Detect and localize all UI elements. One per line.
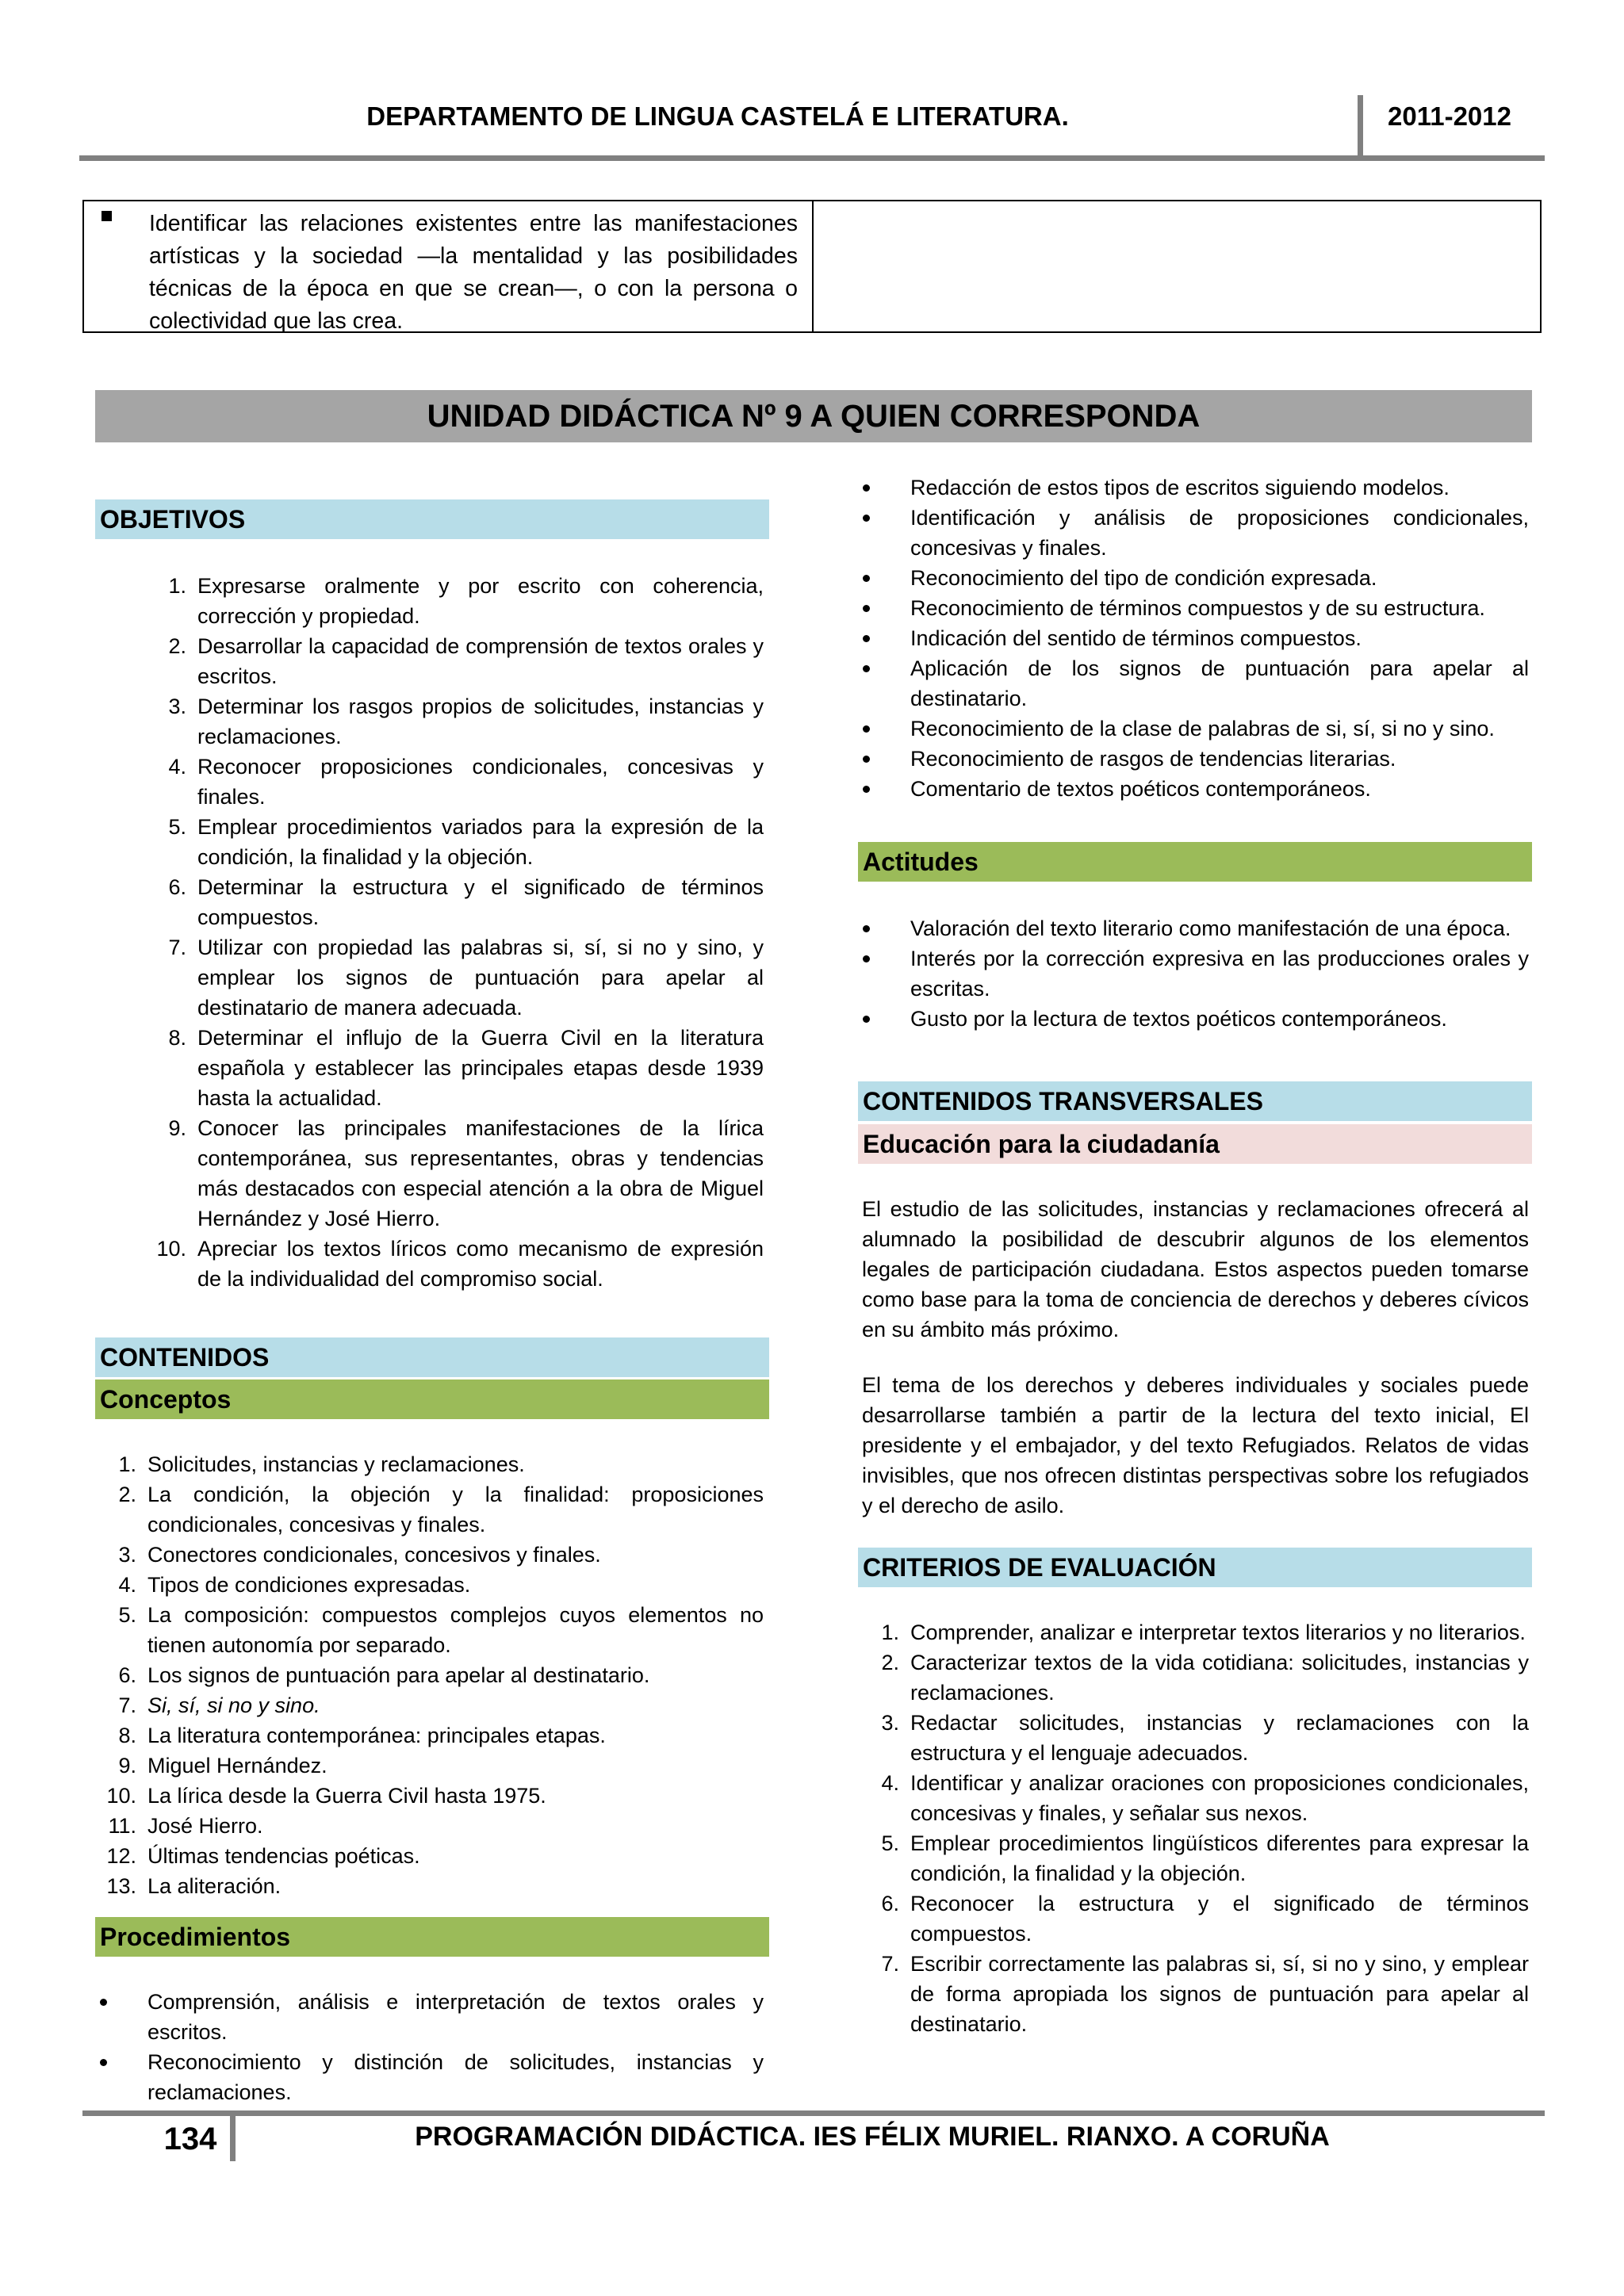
concepto-item: 1. Solicitudes, instancias y reclamaciones.	[118, 1452, 525, 1476]
actitud-item: Interés por la corrección expresiva en las producciones orales y escritas.	[910, 943, 1529, 1004]
bullet-icon	[863, 756, 870, 763]
procedimiento-item: Identificación y análisis de proposiciones condicionales, concesivas y finales.	[910, 503, 1529, 563]
procedimiento-item: Reconocimiento y distinción de solicitudes, instancias y reclamaciones.	[147, 2047, 764, 2107]
criterio-item: 5. Emplear procedimientos lingüísticos diferentes para expresar la condición, la finalidad y la objeción.	[881, 1831, 1529, 1885]
procedimientos-heading: Procedimientos	[95, 1917, 769, 1957]
bullet-icon	[863, 665, 870, 672]
objetivo-item: 3. Determinar los rasgos propios de solicitudes, instancias y reclamaciones.	[168, 695, 764, 748]
procedimiento-item: Comprensión, análisis e interpretación de textos orales y escritos.	[147, 1987, 764, 2047]
footer-text: PROGRAMACIÓN DIDÁCTICA. IES FÉLIX MURIEL. RIANXO. A CORUÑA	[415, 2122, 1330, 2152]
procedimientos-left-container	[147, 1987, 764, 2107]
conceptos-heading: Conceptos	[95, 1380, 769, 1419]
actitudes-heading: Actitudes	[858, 842, 1532, 882]
bullet-icon	[863, 925, 870, 932]
objetivos-heading: OBJETIVOS	[95, 499, 769, 539]
concepto-item: 5. La composición: compuestos complejos cuyos elementos no tienen autonomía por separado.	[118, 1603, 764, 1657]
procedimiento-item: Redacción de estos tipos de escritos siguiendo modelos.	[910, 473, 1529, 503]
footer-divider-vertical	[230, 2115, 236, 2161]
page-number: 134	[163, 2122, 217, 2156]
concepto-item: 8. La literatura contemporánea: principales etapas.	[118, 1724, 606, 1747]
square-bullet-icon	[102, 211, 112, 221]
bullet-icon	[863, 786, 870, 793]
procedimientos-right-container	[910, 473, 1529, 804]
procedimientos-list-right	[910, 473, 1529, 804]
concepto-item: 3. Conectores condicionales, concesivos y finales.	[118, 1543, 601, 1567]
continuation-table	[82, 200, 1542, 333]
bullet-icon	[863, 725, 870, 733]
procedimiento-item: Reconocimiento de rasgos de tendencias literarias.	[910, 744, 1529, 774]
concepto-item: 12. Últimas tendencias poéticas.	[106, 1844, 420, 1868]
bullet-icon	[863, 605, 870, 612]
concepto-item: 6. Los signos de puntuación para apelar al destinatario.	[118, 1663, 650, 1687]
bullet-icon	[863, 575, 870, 582]
ciudadania-paragraph-2: El tema de los derechos y deberes individuales y sociales puede desarrollarse también a partir de la lectura del texto inicial, El presidente y el embajador, y del texto Refugiados. Relatos de vidas invisibles, que nos ofrecen distintas perspectivas sobre los refugiados y el derecho de asilo.	[862, 1373, 1529, 1517]
footer-rule	[82, 2110, 1545, 2116]
objetivo-item: 7. Utilizar con propiedad las palabras si, sí, si no y sino, y emplear los signos de puntuación para apelar al destinatario de manera adecuada.	[168, 936, 764, 1020]
header-divider-vertical	[1358, 95, 1363, 159]
bullet-icon	[863, 1016, 870, 1023]
bullet-icon	[863, 484, 870, 492]
procedimiento-item: Indicación del sentido de términos compuestos.	[910, 623, 1529, 653]
objetivos-list-container	[156, 571, 764, 1294]
criterio-item: 2. Caracterizar textos de la vida cotidiana: solicitudes, instancias y reclamaciones.	[881, 1651, 1529, 1705]
actitudes-list	[910, 913, 1529, 1034]
ciudadania-heading: Educación para la ciudadanía	[858, 1124, 1532, 1164]
objetivo-item: 4. Reconocer proposiciones condicionales, concesivas y finales.	[168, 755, 764, 809]
concepto-item: 10. La lírica desde la Guerra Civil hasta 1975.	[106, 1784, 546, 1808]
concepto-item: 4. Tipos de condiciones expresadas.	[118, 1573, 471, 1597]
transversales-heading: CONTENIDOS TRANSVERSALES	[858, 1081, 1532, 1121]
bullet-icon	[863, 635, 870, 642]
procedimiento-item: Comentario de textos poéticos contemporáneos.	[910, 774, 1529, 804]
objetivo-item: 6. Determinar la estructura y el significado de términos compuestos.	[168, 875, 764, 929]
procedimiento-item: Aplicación de los signos de puntuación para apelar al destinatario.	[910, 653, 1529, 714]
actitudes-list-container	[910, 913, 1529, 1034]
actitud-item: Gusto por la lectura de textos poéticos contemporáneos.	[910, 1004, 1529, 1034]
criterios-list	[881, 1617, 1529, 2039]
concepto-item: 13. La aliteración.	[106, 1874, 282, 1898]
table-cell-right	[814, 201, 1540, 331]
conceptos-list-container	[106, 1449, 764, 1901]
procedimiento-item: Reconocimiento del tipo de condición expresada.	[910, 563, 1529, 593]
bullet-icon	[863, 955, 870, 962]
concepto-item: 2. La condición, la objeción y la finalidad: proposiciones condicionales, concesivas y finales.	[118, 1483, 764, 1536]
concepto-item: 9. Miguel Hernández.	[118, 1754, 327, 1777]
bullet-icon	[863, 515, 870, 522]
objetivo-item: 1. Expresarse oralmente y por escrito con coherencia, corrección y propiedad.	[168, 574, 764, 628]
header-rule	[79, 155, 1545, 161]
table-item-text: Identificar las relaciones existentes entre las manifestaciones artísticas y la sociedad —la mentalidad y las posibilidades técnicas de la época en que se crean—, o con la persona o colectividad que las crea.	[149, 211, 798, 334]
conceptos-list	[106, 1449, 764, 1901]
unit-title: UNIDAD DIDÁCTICA Nº 9 A QUIEN CORRESPONDA	[95, 390, 1532, 442]
concepto-item: 11. José Hierro.	[108, 1814, 263, 1838]
concepto-item: 7. Si, sí, si no y sino.	[118, 1693, 320, 1717]
actitud-item: Valoración del texto literario como manifestación de una época.	[910, 913, 1529, 943]
header-title: DEPARTAMENTO DE LINGUA CASTELÁ E LITERATURA.	[366, 101, 1069, 131]
criterio-item: 1. Comprender, analizar e interpretar textos literarios y no literarios.	[881, 1621, 1526, 1644]
header-year: 2011-2012	[1388, 101, 1511, 131]
criterio-item: 4. Identificar y analizar oraciones con proposiciones condicionales, concesivas y finales, y señalar sus nexos.	[881, 1771, 1529, 1825]
criterio-item: 6. Reconocer la estructura y el significado de términos compuestos.	[881, 1892, 1529, 1946]
procedimiento-item: Reconocimiento de términos compuestos y de su estructura.	[910, 593, 1529, 623]
objetivos-list	[156, 571, 764, 1294]
objetivo-item: 2. Desarrollar la capacidad de comprensión de textos orales y escritos.	[168, 634, 764, 688]
objetivo-item: 9. Conocer las principales manifestaciones de la lírica contemporánea, sus representantes, obras y tendencias más destacados con especial atención a la obra de Miguel Hernández y José Hierro.	[168, 1116, 764, 1230]
procedimiento-item: Reconocimiento de la clase de palabras de si, sí, si no y sino.	[910, 714, 1529, 744]
criterios-heading: CRITERIOS DE EVALUACIÓN	[858, 1548, 1532, 1587]
table-cell-left	[84, 201, 814, 334]
criterios-list-container	[881, 1617, 1529, 2039]
contenidos-heading: CONTENIDOS	[95, 1337, 769, 1377]
criterio-item: 3. Redactar solicitudes, instancias y reclamaciones con la estructura y el lenguaje adecuados.	[881, 1711, 1529, 1765]
procedimientos-list-left	[147, 1987, 764, 2107]
criterio-item: 7. Escribir correctamente las palabras si, sí, si no y sino, y emplear de forma apropiada los signos de puntuación para apelar al destinatario.	[881, 1952, 1529, 2036]
objetivo-item: 5. Emplear procedimientos variados para la expresión de la condición, la finalidad y la objeción.	[168, 815, 764, 869]
bullet-icon	[100, 2059, 107, 2066]
bullet-icon	[100, 1999, 107, 2006]
objetivo-item: 8. Determinar el influjo de la Guerra Civil en la literatura española y establecer las principales etapas desde 1939 hasta la actualidad.	[168, 1026, 764, 1110]
ciudadania-paragraph-1: El estudio de las solicitudes, instancias y reclamaciones ofrecerá al alumnado la posibilidad de descubrir algunos de los elementos legales de participación ciudadana. Estos aspectos pueden tomarse como base para la toma de conciencia de derechos y deberes cívicos en su ámbito más próximo.	[862, 1197, 1529, 1341]
objetivo-item: 10. Apreciar los textos líricos como mecanismo de expresión de la individualidad del compromiso social.	[156, 1237, 764, 1291]
